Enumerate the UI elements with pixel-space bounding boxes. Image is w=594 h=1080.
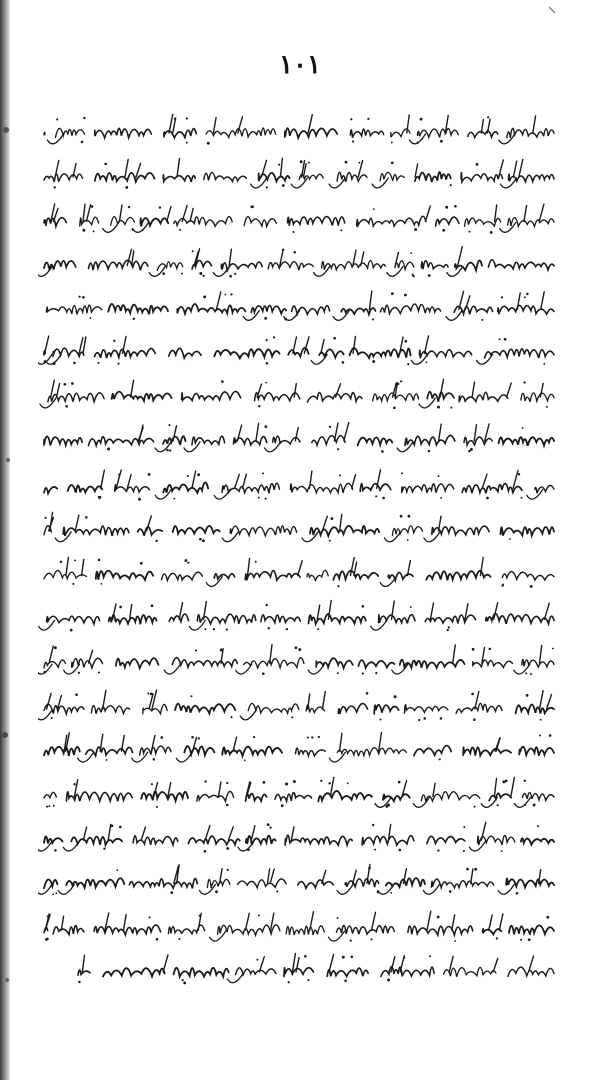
handwriting-ink-icon	[38, 640, 558, 686]
handwriting-ink-icon	[38, 508, 558, 554]
handwriting-ink-icon	[38, 817, 558, 863]
handwriting-ink-icon	[38, 287, 558, 333]
manuscript-line	[38, 375, 558, 421]
manuscript-line	[38, 640, 558, 686]
page-number: ١٠١	[279, 50, 321, 80]
handwriting-ink-icon	[38, 729, 558, 775]
handwriting-ink-icon	[38, 773, 558, 819]
manuscript-line	[38, 331, 558, 377]
handwriting-ink-icon	[38, 243, 558, 289]
manuscript-line	[38, 287, 558, 333]
manuscript-line	[38, 508, 558, 554]
handwriting-ink-icon	[38, 950, 558, 996]
manuscript-line	[38, 861, 558, 907]
manuscript-line	[38, 243, 558, 289]
handwriting-ink-icon	[38, 419, 558, 465]
manuscript-line	[38, 419, 558, 465]
handwriting-ink-icon	[38, 596, 558, 642]
handwriting-ink-icon	[38, 331, 558, 377]
manuscript-line	[38, 552, 558, 598]
manuscript-line	[38, 154, 558, 200]
corner-mark-icon	[548, 6, 556, 14]
manuscript-line	[38, 198, 558, 244]
manuscript-line	[38, 817, 558, 863]
handwriting-ink-icon	[38, 110, 558, 156]
handwriting-ink-icon	[38, 906, 558, 952]
handwriting-ink-icon	[38, 154, 558, 200]
handwriting-ink-icon	[38, 464, 558, 510]
manuscript-line	[38, 596, 558, 642]
handwriting-ink-icon	[38, 198, 558, 244]
handwriting-ink-icon	[38, 861, 558, 907]
manuscript-line	[38, 773, 558, 819]
handwriting-ink-icon	[38, 685, 558, 731]
manuscript-line	[38, 729, 558, 775]
manuscript-line	[38, 110, 558, 156]
manuscript-line	[38, 950, 558, 996]
handwritten-text-block	[38, 110, 558, 990]
manuscript-line	[38, 685, 558, 731]
manuscript-line	[38, 906, 558, 952]
handwriting-ink-icon	[38, 375, 558, 421]
handwriting-ink-icon	[38, 552, 558, 598]
binding-stains	[0, 0, 16, 1080]
manuscript-line	[38, 464, 558, 510]
